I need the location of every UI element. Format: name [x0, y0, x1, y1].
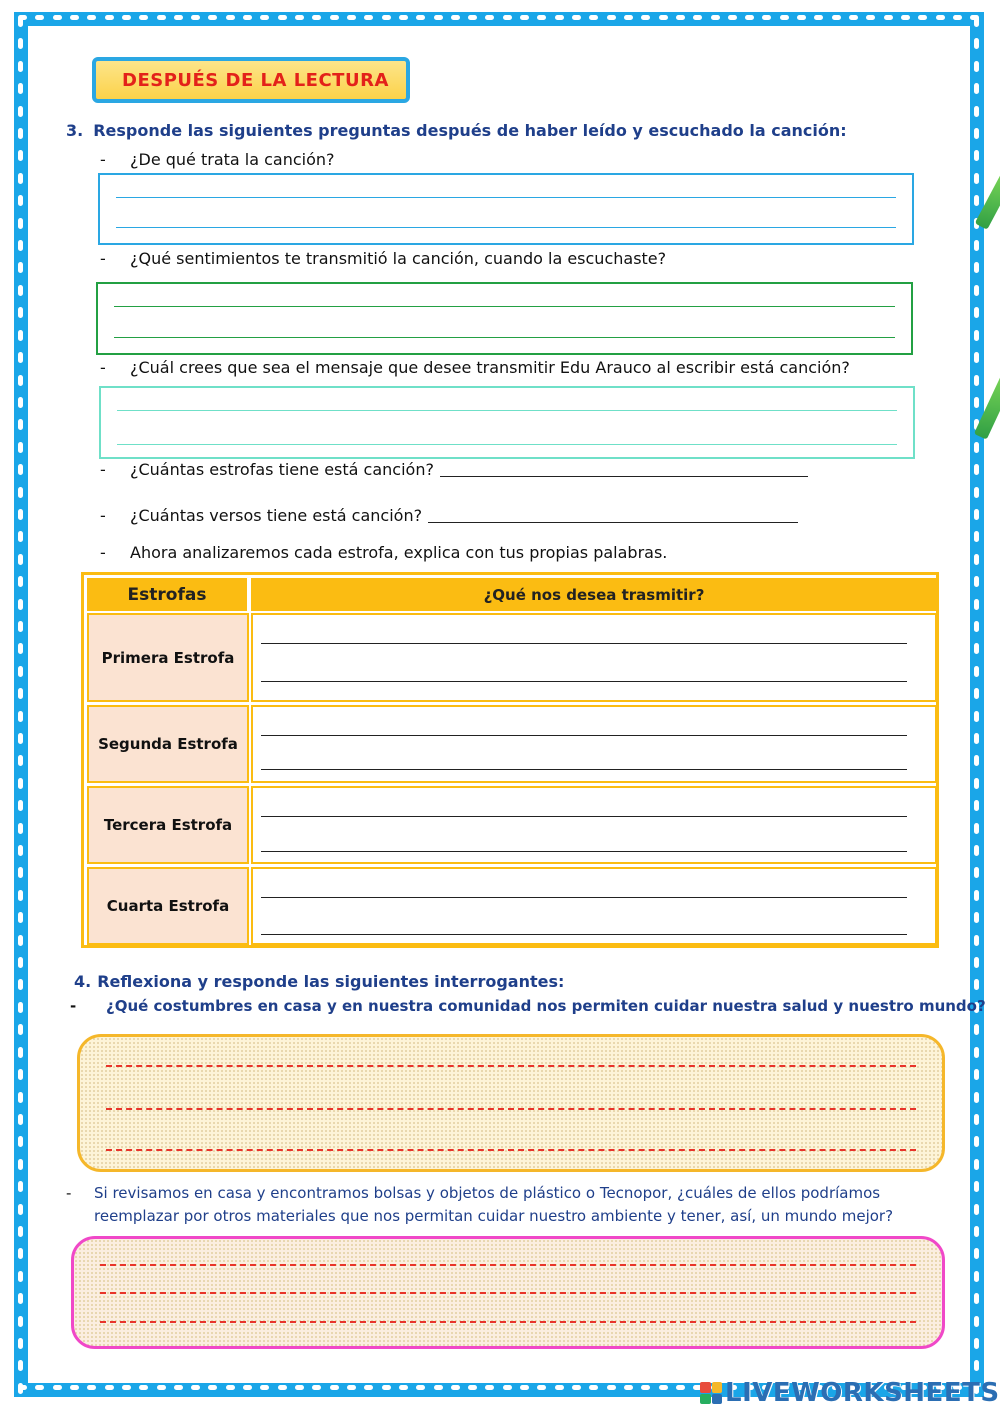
question-text: Ahora analizaremos cada estrofa, explica con tus propias palabras. [130, 543, 668, 562]
question-text: Si revisamos en casa y encontramos bolsas y objetos de plástico o Tecnopor, ¿cuáles de ellos podríamos [94, 1184, 881, 1202]
table-row-label: Tercera Estrofa [87, 786, 249, 864]
border-dot [53, 1385, 62, 1390]
border-dot [974, 150, 979, 161]
border-dot [503, 15, 512, 20]
border-dot [974, 1114, 979, 1125]
border-dot [18, 912, 23, 923]
border-dot [399, 1385, 408, 1390]
border-dot [18, 397, 23, 408]
border-dot [974, 1136, 979, 1147]
border-dot [974, 1159, 979, 1170]
border-dot [347, 15, 356, 20]
border-dot [607, 1385, 616, 1390]
section-title: DESPUÉS DE LA LECTURA [122, 69, 389, 91]
border-dot [382, 1385, 391, 1390]
border-dot [659, 15, 668, 20]
border-dot [728, 15, 737, 20]
border-dot [974, 666, 979, 677]
border-dots-left [18, 16, 24, 1394]
border-dot [18, 800, 23, 811]
border-dot [468, 15, 477, 20]
table-row-label: Cuarta Estrofa [87, 867, 249, 945]
border-dot [18, 509, 23, 520]
border-dot [18, 1024, 23, 1035]
border-dot [624, 1385, 633, 1390]
border-dot [18, 487, 23, 498]
border-dot [780, 15, 789, 20]
question-text: reemplazar por otros materiales que nos permitan cuidar nuestro ambiente y tener, así, un mundo mejor? [94, 1207, 894, 1225]
logo-badge-icon [700, 1382, 722, 1404]
border-dot [974, 1293, 979, 1304]
border-dot [953, 15, 962, 20]
border-dot [936, 15, 945, 20]
border-dot [18, 599, 23, 610]
border-dot [399, 15, 408, 20]
border-dot [974, 599, 979, 610]
border-dot [745, 15, 754, 20]
question-3-3 [100, 358, 850, 377]
question-text: ¿Qué sentimientos te transmitió la canción, cuando la escuchaste? [130, 249, 667, 268]
border-dot [974, 1248, 979, 1259]
border-dot [18, 688, 23, 699]
border-dot [243, 1385, 252, 1390]
border-dot [70, 1385, 79, 1390]
border-dot [139, 15, 148, 20]
border-dot [174, 15, 183, 20]
border-dot [974, 1360, 979, 1371]
border-dot [278, 15, 287, 20]
border-dot [589, 1385, 598, 1390]
border-dot [434, 15, 443, 20]
border-dot [974, 823, 979, 834]
border-dot [122, 15, 131, 20]
border-dot [974, 106, 979, 117]
border-dot [974, 688, 979, 699]
border-dot [974, 778, 979, 789]
border-dot [974, 755, 979, 766]
border-dot [18, 666, 23, 677]
border-dot [226, 1385, 235, 1390]
border-dot [974, 307, 979, 318]
border-dot [974, 1024, 979, 1035]
border-dot [974, 128, 979, 139]
border-dot [191, 15, 200, 20]
border-dot [87, 15, 96, 20]
border-dot [18, 1092, 23, 1103]
border-dot [849, 15, 858, 20]
border-dot [35, 1385, 44, 1390]
liveworksheets-logo [700, 1378, 1000, 1408]
border-dot [330, 15, 339, 20]
border-dot [974, 912, 979, 923]
border-dot [364, 1385, 373, 1390]
bullet-dash: - [70, 997, 77, 1015]
border-dot [974, 397, 979, 408]
answer-line-stanzas[interactable] [440, 475, 808, 477]
border-dot [312, 15, 321, 20]
answer-box-3[interactable] [99, 386, 915, 459]
border-dot [18, 643, 23, 654]
border-dot [974, 173, 979, 184]
border-dot [18, 442, 23, 453]
border-dot [974, 330, 979, 341]
question-text: ¿Cuántas estrofas tiene está canción? [130, 460, 434, 479]
question-3-2 [100, 249, 666, 268]
border-dot [572, 15, 581, 20]
logo-text: LIVEWORKSHEETS [725, 1378, 1000, 1408]
answer-box-1[interactable] [98, 173, 914, 245]
question-text: ¿Cuál crees que sea el mensaje que desee transmitir Edu Arauco al escribir está canción? [130, 358, 850, 377]
border-dot [18, 733, 23, 744]
border-dot [974, 1338, 979, 1349]
border-dot [416, 15, 425, 20]
border-dot [974, 711, 979, 722]
border-dot [53, 15, 62, 20]
border-dot [18, 845, 23, 856]
border-dot [18, 173, 23, 184]
border-dot [814, 15, 823, 20]
border-dot [797, 15, 806, 20]
table-header-message: ¿Qué nos desea trasmitir? [251, 578, 937, 611]
question-4-1 [70, 997, 986, 1015]
border-dot [974, 16, 979, 27]
border-dot [974, 509, 979, 520]
border-dot [974, 38, 979, 49]
border-dot [974, 531, 979, 542]
border-dot [18, 554, 23, 565]
border-dot [555, 15, 564, 20]
border-dot [18, 262, 23, 273]
question-text: ¿De qué trata la canción? [130, 150, 335, 169]
border-dot [208, 1385, 217, 1390]
border-dot [18, 375, 23, 386]
border-dot [589, 15, 598, 20]
border-dot [174, 1385, 183, 1390]
border-dot [974, 1226, 979, 1237]
border-dot [974, 800, 979, 811]
border-dot [18, 352, 23, 363]
border-dot [122, 1385, 131, 1390]
border-dot [974, 845, 979, 856]
border-dot [711, 15, 720, 20]
border-dot [974, 576, 979, 587]
border-dot [87, 1385, 96, 1390]
border-dot [866, 15, 875, 20]
border-dot [762, 15, 771, 20]
border-dot [18, 61, 23, 72]
border-dot [974, 935, 979, 946]
border-dot [157, 15, 166, 20]
border-dot [18, 576, 23, 587]
border-dot [18, 1181, 23, 1192]
border-dot [18, 1316, 23, 1327]
border-dot [243, 15, 252, 20]
border-dot [974, 890, 979, 901]
border-dot [974, 867, 979, 878]
question-text: ¿Qué costumbres en casa y en nuestra comunidad nos permiten cuidar nuestra salud y nuestro mundo? [106, 997, 986, 1015]
border-dot [503, 1385, 512, 1390]
border-dot [18, 1047, 23, 1058]
border-dot [18, 755, 23, 766]
border-dot [18, 16, 23, 27]
border-dot [974, 285, 979, 296]
border-dot [974, 1204, 979, 1215]
border-dot [18, 1204, 23, 1215]
border-dot [18, 867, 23, 878]
border-dot [18, 285, 23, 296]
border-dot [18, 1360, 23, 1371]
border-dot [18, 1293, 23, 1304]
border-dot [18, 419, 23, 430]
bullet-dash: - [100, 506, 106, 525]
border-dot [918, 15, 927, 20]
question-3-heading [66, 121, 847, 140]
question-heading-text: Reflexiona y responde las siguientes interrogantes: [97, 972, 565, 991]
question-4-heading [74, 972, 564, 991]
question-3-4 [100, 460, 808, 479]
border-dot [451, 1385, 460, 1390]
table-row-label: Primera Estrofa [87, 613, 249, 702]
border-dot [226, 15, 235, 20]
border-dot [676, 15, 685, 20]
border-dot [18, 823, 23, 834]
border-dot [18, 1248, 23, 1259]
border-dot [18, 979, 23, 990]
border-dot [974, 1316, 979, 1327]
border-dot [974, 1181, 979, 1192]
border-dot [18, 531, 23, 542]
stanza-answer-cell[interactable] [251, 867, 937, 945]
border-dot [974, 352, 979, 363]
bullet-dash: - [100, 358, 106, 377]
border-dot [659, 1385, 668, 1390]
border-dot [191, 1385, 200, 1390]
question-3-6 [100, 543, 667, 562]
border-dot [974, 957, 979, 968]
border-dot [18, 1136, 23, 1147]
stanza-answer-cell[interactable] [251, 786, 937, 864]
table-row-label: Segunda Estrofa [87, 705, 249, 783]
question-text: ¿Cuántas versos tiene está canción? [130, 506, 423, 525]
border-dot [18, 218, 23, 229]
border-dot [974, 195, 979, 206]
border-dot [624, 15, 633, 20]
border-dot [485, 15, 494, 20]
border-dot [520, 15, 529, 20]
border-dot [555, 1385, 564, 1390]
border-dot [18, 1338, 23, 1349]
border-dot [451, 15, 460, 20]
question-number: 3. [66, 121, 84, 140]
border-dot [18, 240, 23, 251]
bullet-dash: - [100, 460, 106, 479]
border-dot [18, 1002, 23, 1013]
bullet-dash: - [100, 543, 106, 562]
border-dot [974, 262, 979, 273]
border-dot [157, 1385, 166, 1390]
answer-line-verses[interactable] [428, 521, 798, 523]
border-dot [974, 643, 979, 654]
border-dot [18, 935, 23, 946]
border-dot [295, 1385, 304, 1390]
border-dot [18, 711, 23, 722]
border-dot [18, 1226, 23, 1237]
border-dot [260, 15, 269, 20]
border-dot [974, 83, 979, 94]
border-dot [485, 1385, 494, 1390]
border-dot [18, 1271, 23, 1282]
bullet-dash: - [66, 1184, 72, 1202]
border-dot [468, 1385, 477, 1390]
border-dot [278, 1385, 287, 1390]
question-3-5 [100, 506, 798, 525]
section-title-banner [92, 57, 410, 103]
border-dot [537, 15, 546, 20]
question-heading-text: Responde las siguientes preguntas después de haber leído y escuchado la canción: [93, 121, 847, 140]
stanza-answer-cell[interactable] [251, 613, 937, 702]
border-dot [974, 487, 979, 498]
border-dot [18, 106, 23, 117]
border-dot [974, 240, 979, 251]
border-dot [382, 15, 391, 20]
answer-box-4[interactable] [77, 1034, 945, 1172]
border-dot [18, 1114, 23, 1125]
stanza-table [81, 572, 939, 948]
stanza-answer-cell[interactable] [251, 705, 937, 783]
border-dot [139, 1385, 148, 1390]
border-dot [832, 15, 841, 20]
border-dot [434, 1385, 443, 1390]
border-dot [18, 1383, 23, 1394]
border-dot [18, 621, 23, 632]
table-header-stanzas: Estrofas [87, 578, 247, 611]
border-dot [641, 15, 650, 20]
border-dot [105, 1385, 114, 1390]
border-dot [520, 1385, 529, 1390]
border-dot [974, 1092, 979, 1103]
border-dot [974, 464, 979, 475]
border-dot [974, 375, 979, 386]
border-dot [18, 1159, 23, 1170]
border-dot [974, 61, 979, 72]
border-dot [105, 15, 114, 20]
border-dot [260, 1385, 269, 1390]
border-dot [18, 1069, 23, 1080]
border-dot [18, 890, 23, 901]
border-dot [18, 778, 23, 789]
border-dots-top [18, 15, 980, 23]
border-dot [416, 1385, 425, 1390]
answer-box-5[interactable] [71, 1236, 945, 1349]
border-dot [974, 1047, 979, 1058]
border-dot [364, 15, 373, 20]
border-dot [208, 15, 217, 20]
border-dot [312, 1385, 321, 1390]
border-dot [693, 15, 702, 20]
border-dot [974, 442, 979, 453]
border-dot [295, 15, 304, 20]
border-dot [974, 554, 979, 565]
border-dot [18, 195, 23, 206]
question-number: 4. [74, 972, 92, 991]
border-dot [901, 15, 910, 20]
border-dot [974, 1069, 979, 1080]
border-dot [572, 1385, 581, 1390]
border-dot [676, 1385, 685, 1390]
border-dot [974, 1271, 979, 1282]
border-dot [884, 15, 893, 20]
border-dot [974, 733, 979, 744]
bullet-dash: - [100, 150, 106, 169]
border-dot [70, 15, 79, 20]
border-dot [641, 1385, 650, 1390]
border-dot [18, 83, 23, 94]
border-dot [537, 1385, 546, 1390]
answer-box-2[interactable] [96, 282, 913, 355]
question-4-2 [66, 1182, 893, 1228]
border-dot [607, 15, 616, 20]
border-dot [18, 464, 23, 475]
border-dot [347, 1385, 356, 1390]
border-dot [18, 957, 23, 968]
border-dot [18, 307, 23, 318]
bullet-dash: - [100, 249, 106, 268]
border-dot [974, 621, 979, 632]
question-3-1 [100, 150, 335, 169]
border-dot [974, 979, 979, 990]
border-dot [18, 330, 23, 341]
border-dot [18, 38, 23, 49]
border-dot [330, 1385, 339, 1390]
border-dot [18, 150, 23, 161]
border-dot [18, 128, 23, 139]
border-dot [35, 15, 44, 20]
